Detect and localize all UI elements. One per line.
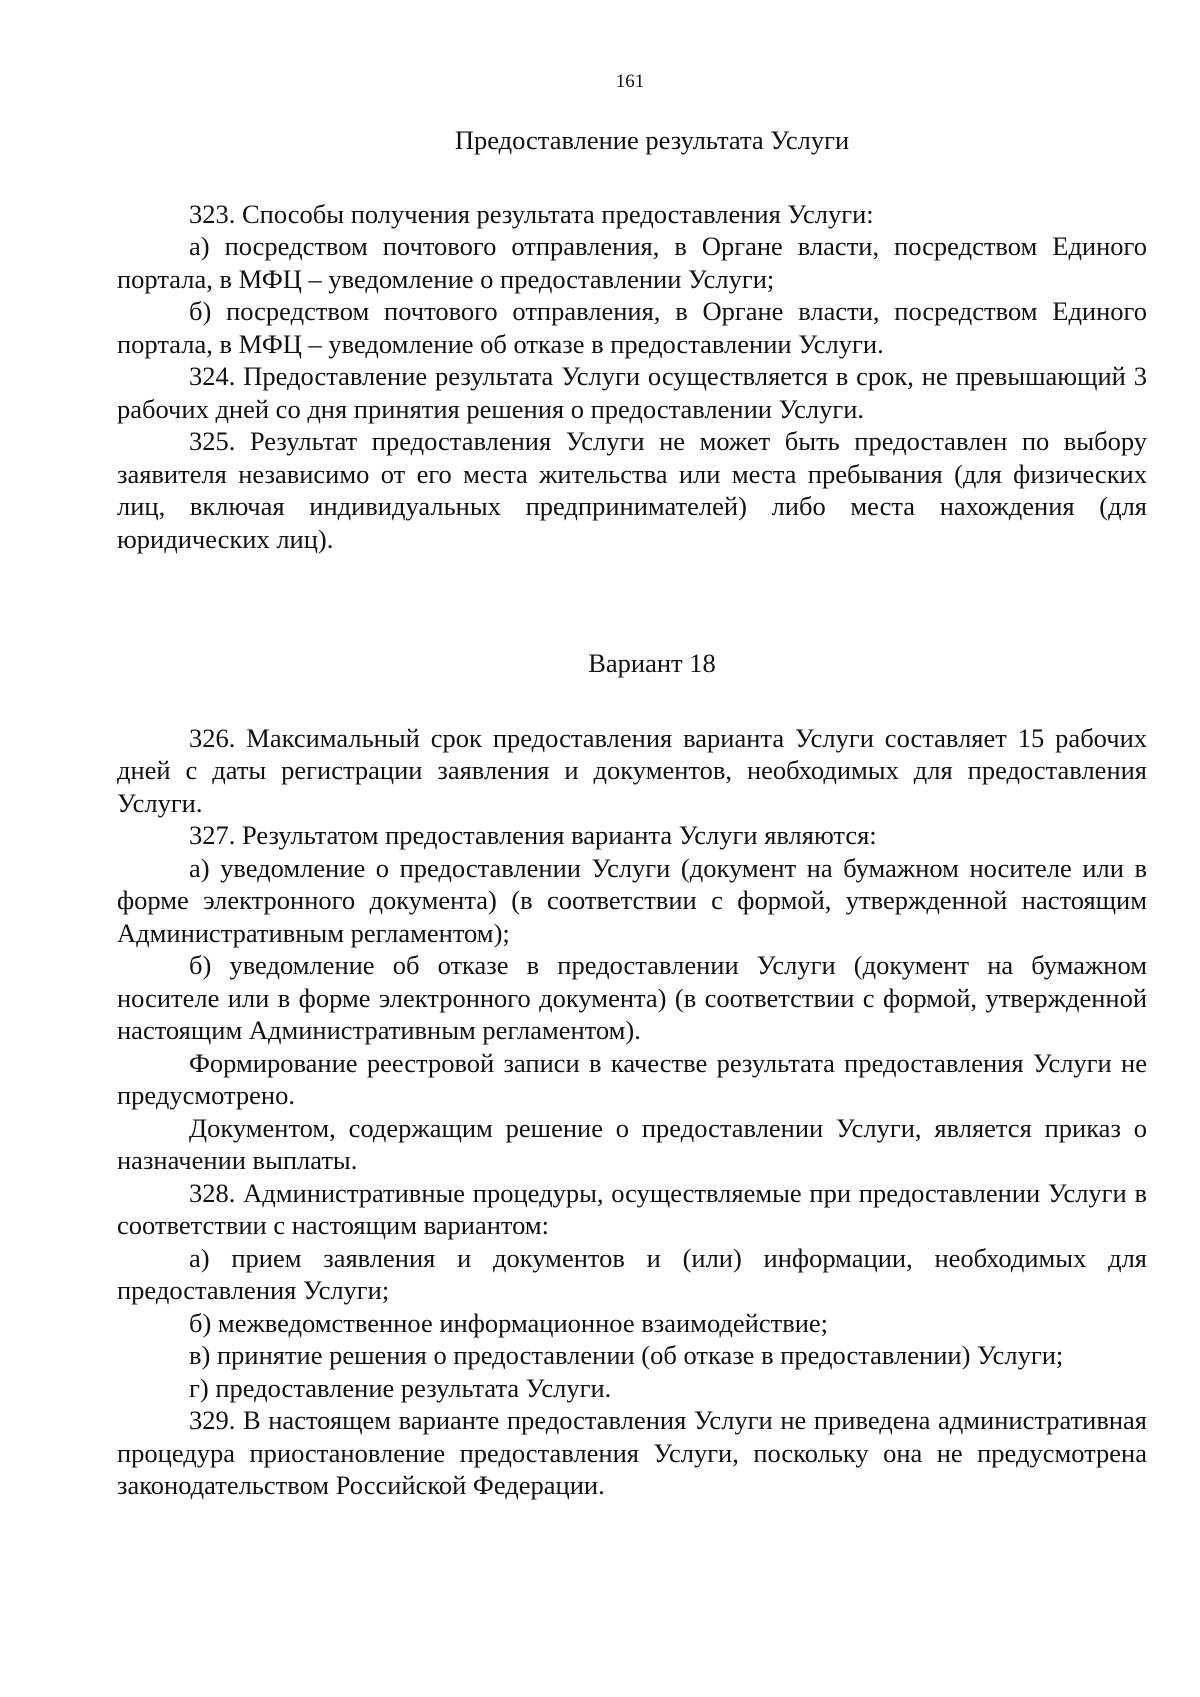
- paragraph-326: 326. Максимальный срок предоставления варианта Услуги составляет 15 рабочих дней с даты регистрации заявления и документов, необходимых для предоставления Услуги.: [117, 722, 1147, 818]
- paragraph-323: 323. Способы получения результата предоставления Услуги:: [189, 198, 874, 229]
- paragraph-329: 329. В настоящем варианте предоставления Услуги не приведена административная процедура приостановление предоставления Услуги, поскольку она не предусмотрена законодательством Российской Федерации.: [117, 1405, 1147, 1500]
- paragraph-328-b: б) межведомственное информационное взаимодействие;: [189, 1307, 829, 1338]
- paragraph-328-a: а) прием заявления и документов и (или) информации, необходимых для предоставления Услуги;: [117, 1242, 1147, 1305]
- paragraph-323-a: а) посредством почтового отправления, в Органе власти, посредством Единого портала, в МФЦ – уведомление о предоставлении Услуги;: [117, 231, 1147, 294]
- paragraph-327: 327. Результатом предоставления варианта Услуги являются:: [189, 820, 877, 850]
- paragraph-328-v: в) принятие решения о предоставлении (об отказе в предоставлении) Услуги;: [189, 1340, 1064, 1370]
- page-number: 161: [615, 71, 645, 92]
- section-heading-result: Предоставление результата Услуги: [454, 125, 850, 155]
- paragraph-decision-document: Документом, содержащим решение о предоставлении Услуги, является приказ о назначении выплаты.: [117, 1112, 1147, 1175]
- paragraph-323-b: б) посредством почтового отправления, в Органе власти, посредством Единого портала, в МФЦ – уведомление об отказе в предоставлении Услуги.: [117, 296, 1147, 359]
- paragraph-328: 328. Административные процедуры, осуществляемые при предоставлении Услуги в соответствии с настоящим вариантом:: [117, 1177, 1147, 1240]
- paragraph-registry-record: Формирование реестровой записи в качестве результата предоставления Услуги не предусмотрено.: [117, 1047, 1147, 1110]
- paragraph-328-g: г) предоставление результата Услуги.: [189, 1372, 612, 1403]
- paragraph-324: 324. Предоставление результата Услуги осуществляется в срок, не превышающий 3 рабочих дней со дня принятия решения о предоставлении Услуги.: [117, 361, 1147, 424]
- document-body: [117, 124, 1147, 1502]
- paragraph-325: 325. Результат предоставления Услуги не может быть предоставлен по выбору заявителя независимо от его места жительства или места пребывания (для физических лиц, включая индивидуальных предпринимателей) либо места нахождения (для юридических лиц).: [117, 426, 1147, 554]
- section-heading-variant: Вариант 18: [588, 648, 716, 678]
- paragraph-327-a: а) уведомление о предоставлении Услуги (документ на бумажном носителе или в форме электронного документа) (в соответствии с формой, утвержденной настоящим Административным регламентом);: [117, 852, 1147, 948]
- paragraph-327-b: б) уведомление об отказе в предоставлении Услуги (документ на бумажном носителе или в форме электронного документа) (в соответствии с формой, утвержденной настоящим Административным регламентом).: [117, 950, 1147, 1045]
